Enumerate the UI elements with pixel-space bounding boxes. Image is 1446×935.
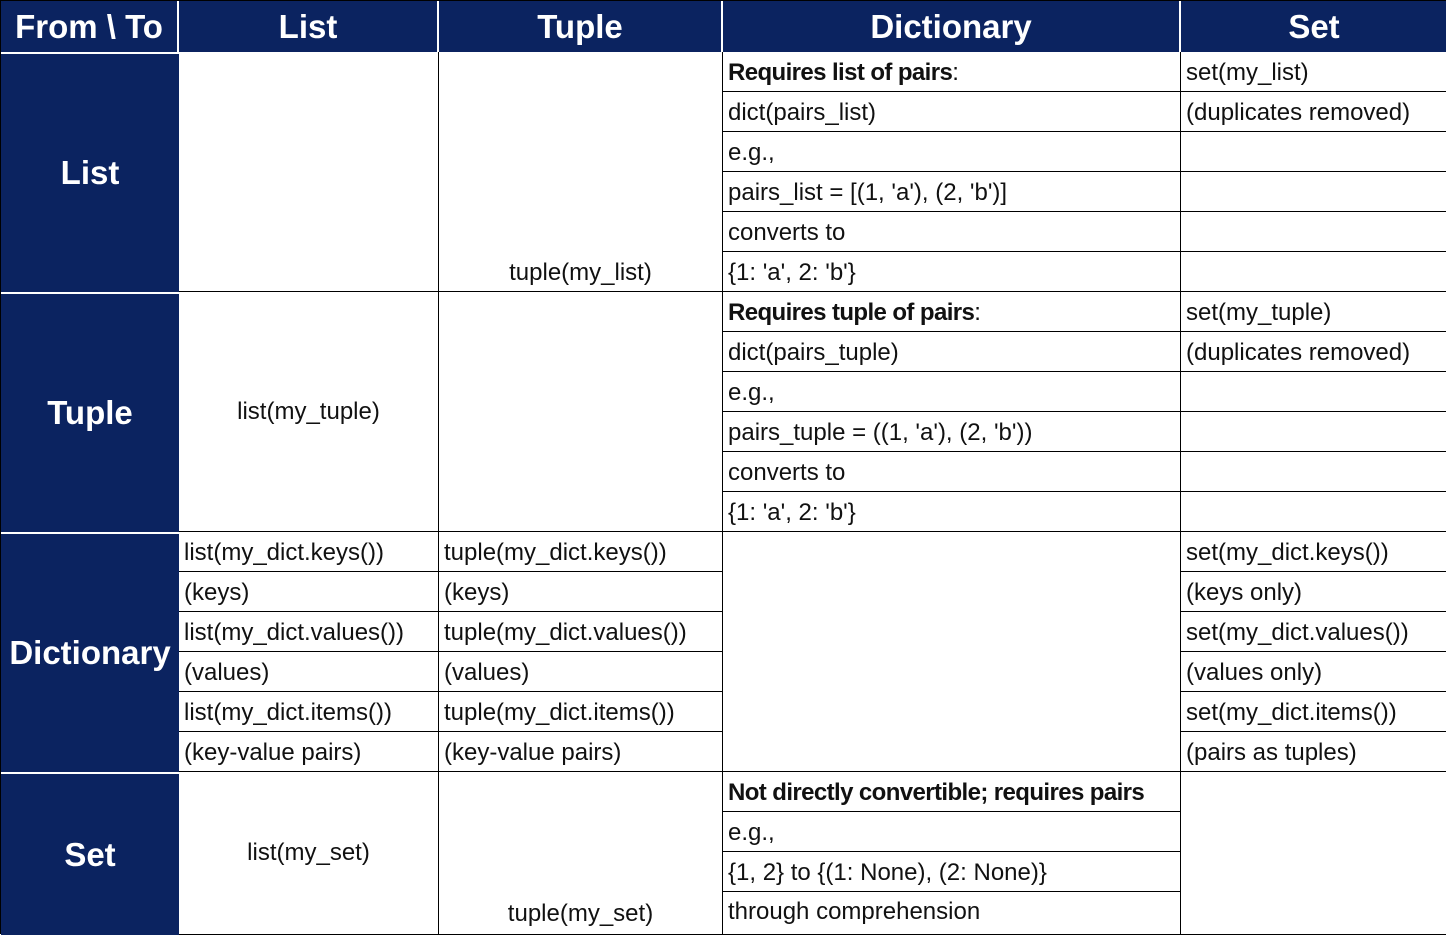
dict-to-tuple-line: (keys) [439,572,723,612]
tuple-to-list-cell [179,292,439,532]
row-header-tuple: Tuple [1,292,179,532]
list-to-dict-line: e.g., [723,132,1181,172]
set-to-list-cell [179,772,439,935]
empty-line [1181,212,1446,252]
set-to-dict-line: e.g., [723,812,1181,852]
tuple-to-dict-line: {1: 'a', 2: 'b'} [723,492,1181,532]
list-to-tuple-text: tuple(my_list) [509,259,652,286]
dict-to-set-line: (values only) [1181,652,1446,692]
row-header-set: Set [1,772,179,935]
list-to-tuple-cell [439,52,723,292]
list-to-dict-line: dict(pairs_list) [723,92,1181,132]
list-to-dict-line: converts to [723,212,1181,252]
corner-header: From \ To [1,1,179,52]
dict-to-set-line: set(my_dict.items()) [1181,692,1446,732]
dict-to-tuple-line: (values) [439,652,723,692]
empty-line [1181,452,1446,492]
set-to-list-text: list(my_set) [247,839,370,866]
empty-line [1181,412,1446,452]
list-to-dict-line [723,52,1181,92]
column-header-list: List [179,1,439,52]
set-to-dict-line: {1, 2} to {(1: None), (2: None)} [723,852,1181,892]
empty-line [1181,132,1446,172]
tuple-to-dict-line: converts to [723,452,1181,492]
tuple-to-dict-line [723,292,1181,332]
dict-to-set-line: set(my_dict.keys()) [1181,532,1446,572]
tuple-to-list-text: list(my_tuple) [237,397,380,425]
tuple-to-set-line: set(my_tuple) [1181,292,1446,332]
dict-to-set-line: (keys only) [1181,572,1446,612]
column-header-dictionary: Dictionary [723,1,1181,52]
list-to-set-line: set(my_list) [1181,52,1446,92]
empty-line [1181,172,1446,212]
list-to-dict-colon: : [952,58,959,86]
tuple-to-dict-requirement: Requires tuple of pairs [728,298,975,326]
dict-to-list-line: (key-value pairs) [179,732,439,772]
column-header-tuple: Tuple [439,1,723,52]
tuple-to-dict-colon: : [974,298,981,326]
set-to-set-cell [1181,772,1446,935]
dict-to-dict-cell [723,532,1181,772]
set-to-dict-requirement: Not directly convertible; requires pairs [723,772,1181,812]
dict-to-list-line: list(my_dict.items()) [179,692,439,732]
dict-to-list-line: list(my_dict.values()) [179,612,439,652]
list-to-dict-requirement: Requires list of pairs [728,58,953,86]
dict-to-tuple-line: tuple(my_dict.items()) [439,692,723,732]
list-to-dict-line: {1: 'a', 2: 'b'} [723,252,1181,292]
list-to-set-line: (duplicates removed) [1181,92,1446,132]
dict-to-list-line: (keys) [179,572,439,612]
dict-to-list-line: (values) [179,652,439,692]
empty-line [1181,492,1446,532]
dict-to-set-line: (pairs as tuples) [1181,732,1446,772]
dict-to-tuple-line: tuple(my_dict.values()) [439,612,723,652]
tuple-to-set-line: (duplicates removed) [1181,332,1446,372]
tuple-to-dict-line: pairs_tuple = ((1, 'a'), (2, 'b')) [723,412,1181,452]
dict-to-tuple-line: (key-value pairs) [439,732,723,772]
empty-line [1181,372,1446,412]
column-header-set: Set [1181,1,1446,52]
set-to-dict-line: through comprehension [723,892,1181,935]
dict-to-tuple-line: tuple(my_dict.keys()) [439,532,723,572]
row-header-dictionary: Dictionary [1,532,179,772]
tuple-to-tuple-cell [439,292,723,532]
tuple-to-dict-line: dict(pairs_tuple) [723,332,1181,372]
set-to-tuple-text: tuple(my_set) [507,900,654,927]
empty-line [1181,252,1446,292]
tuple-to-dict-line: e.g., [723,372,1181,412]
set-to-tuple-cell [439,772,723,935]
list-to-list-cell [179,52,439,292]
row-header-list: List [1,52,179,292]
list-to-dict-line: pairs_list = [(1, 'a'), (2, 'b')] [723,172,1181,212]
dict-to-list-line: list(my_dict.keys()) [179,532,439,572]
dict-to-set-line: set(my_dict.values()) [1181,612,1446,652]
